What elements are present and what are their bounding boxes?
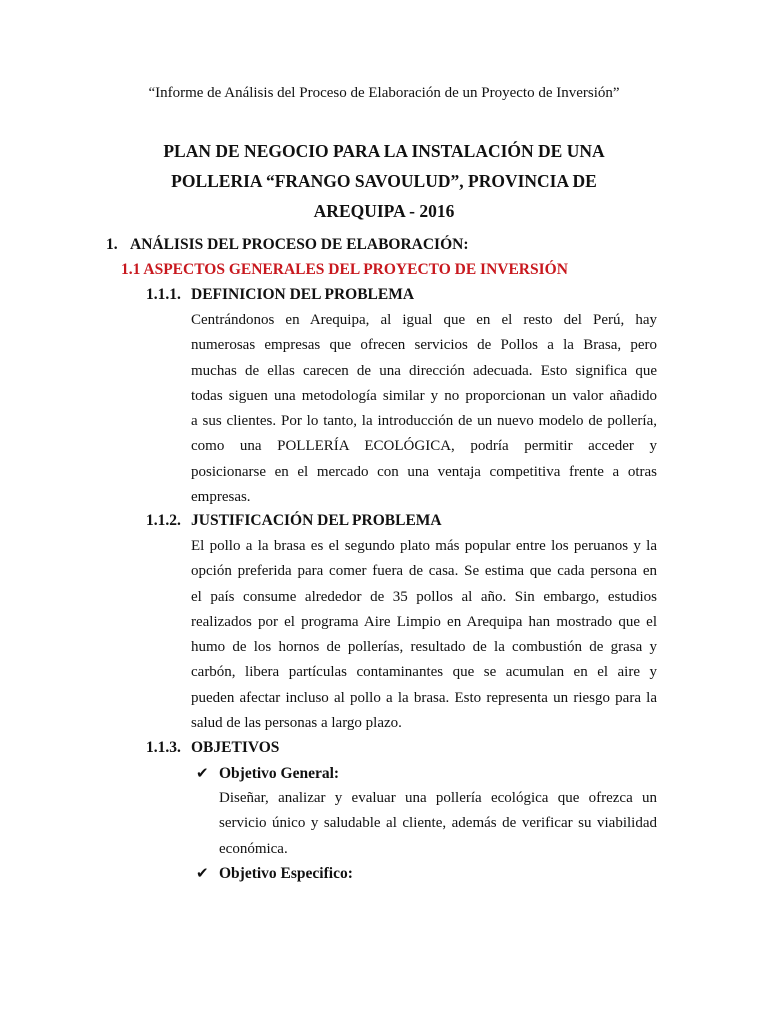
paragraph-line: empresas.	[191, 489, 251, 506]
heading-number: 1.1.3.	[146, 739, 181, 756]
paragraph-line: servicio único y saludable al cliente, además de verificar su viabilidad	[219, 815, 657, 832]
section-number: 1.	[106, 236, 118, 253]
checkmark-icon: ✔	[196, 864, 209, 882]
paragraph-line: salud de las personas a largo plazo.	[191, 715, 402, 732]
paragraph-line: opción preferida para comer fuera de casa. Se estima que cada persona en	[191, 563, 657, 580]
objective-general-item	[196, 764, 339, 783]
heading-1-1-3	[146, 739, 279, 757]
paragraph-line: posicionarse en el mercado con una ventaja competitiva frente a otras	[191, 463, 657, 480]
heading-title: JUSTIFICACIÓN DEL PROBLEMA	[191, 512, 442, 529]
paragraph-line: a sus clientes. Por lo tanto, la introducción de un nuevo modelo de pollería,	[191, 413, 657, 430]
heading-1-1-1	[146, 286, 414, 304]
heading-title: OBJETIVOS	[191, 739, 280, 756]
heading-1-1-2	[146, 512, 442, 530]
heading-title: DEFINICION DEL PROBLEMA	[191, 286, 415, 303]
objective-label: Objetivo Especifico:	[219, 865, 353, 882]
heading-number: 1.1.2.	[146, 512, 181, 529]
objective-label: Objetivo General:	[219, 765, 340, 782]
paragraph-definicion	[191, 308, 657, 510]
paragraph-justificacion	[191, 534, 657, 736]
checkmark-icon: ✔	[196, 764, 209, 782]
title-line: POLLERIA “FRANGO SAVOULUD”, PROVINCIA DE	[171, 171, 597, 191]
paragraph-line: realizados por el programa Aire Limpio en Arequipa han mostrado que el	[191, 613, 657, 630]
paragraph-line: El pollo a la brasa es el segundo plato más popular entre los peruanos y la	[191, 538, 657, 554]
paragraph-line: económica.	[219, 840, 288, 857]
paragraph-line: pueden afectar incluso al pollo a la brasa. Esto representa un riesgo para la	[191, 689, 657, 706]
paragraph-line: muchas de ellas carecen de una dirección adecuada. Esto significa que	[191, 362, 657, 379]
heading-number: 1.1.1.	[146, 286, 181, 303]
paragraph-line: numerosas empresas que ofrecen servicios de Pollos a la Brasa, pero	[191, 337, 657, 354]
objective-specific-item	[196, 864, 353, 883]
title-line: AREQUIPA - 2016	[313, 201, 455, 221]
paragraph-line: Centrándonos en Arequipa, al igual que en el resto del Perú, hay	[191, 312, 657, 328]
section-title: ANÁLISIS DEL PROCESO DE ELABORACIÓN:	[130, 236, 469, 253]
document-title	[100, 136, 668, 226]
paragraph-objetivo-general	[219, 786, 657, 862]
paragraph-line: como una POLLERÍA ECOLÓGICA, podría permitir acceder y	[191, 438, 657, 455]
paragraph-line: carbón, libera partículas contaminantes que se acumulan en el aire y	[191, 664, 657, 681]
paragraph-line: Diseñar, analizar y evaluar una pollería ecológica que ofrezca un	[219, 790, 657, 806]
report-subtitle: “Informe de Análisis del Proceso de Elaboración de un Proyecto de Inversión”	[148, 85, 620, 101]
paragraph-line: el país consume alrededor de 35 pollos al año. Sin embargo, estudios	[191, 588, 657, 605]
section-heading-1	[106, 236, 469, 254]
paragraph-line: humo de los hornos de pollerías, resultado de la combustión de grasa y	[191, 639, 657, 656]
subsection-heading-1-1: 1.1 ASPECTOS GENERALES DEL PROYECTO DE INVERSIÓN	[121, 261, 568, 278]
paragraph-line: todas siguen una metodología similar y no proporcionan un valor añadido	[191, 387, 657, 404]
title-line: PLAN DE NEGOCIO PARA LA INSTALACIÓN DE UNA	[163, 141, 605, 161]
